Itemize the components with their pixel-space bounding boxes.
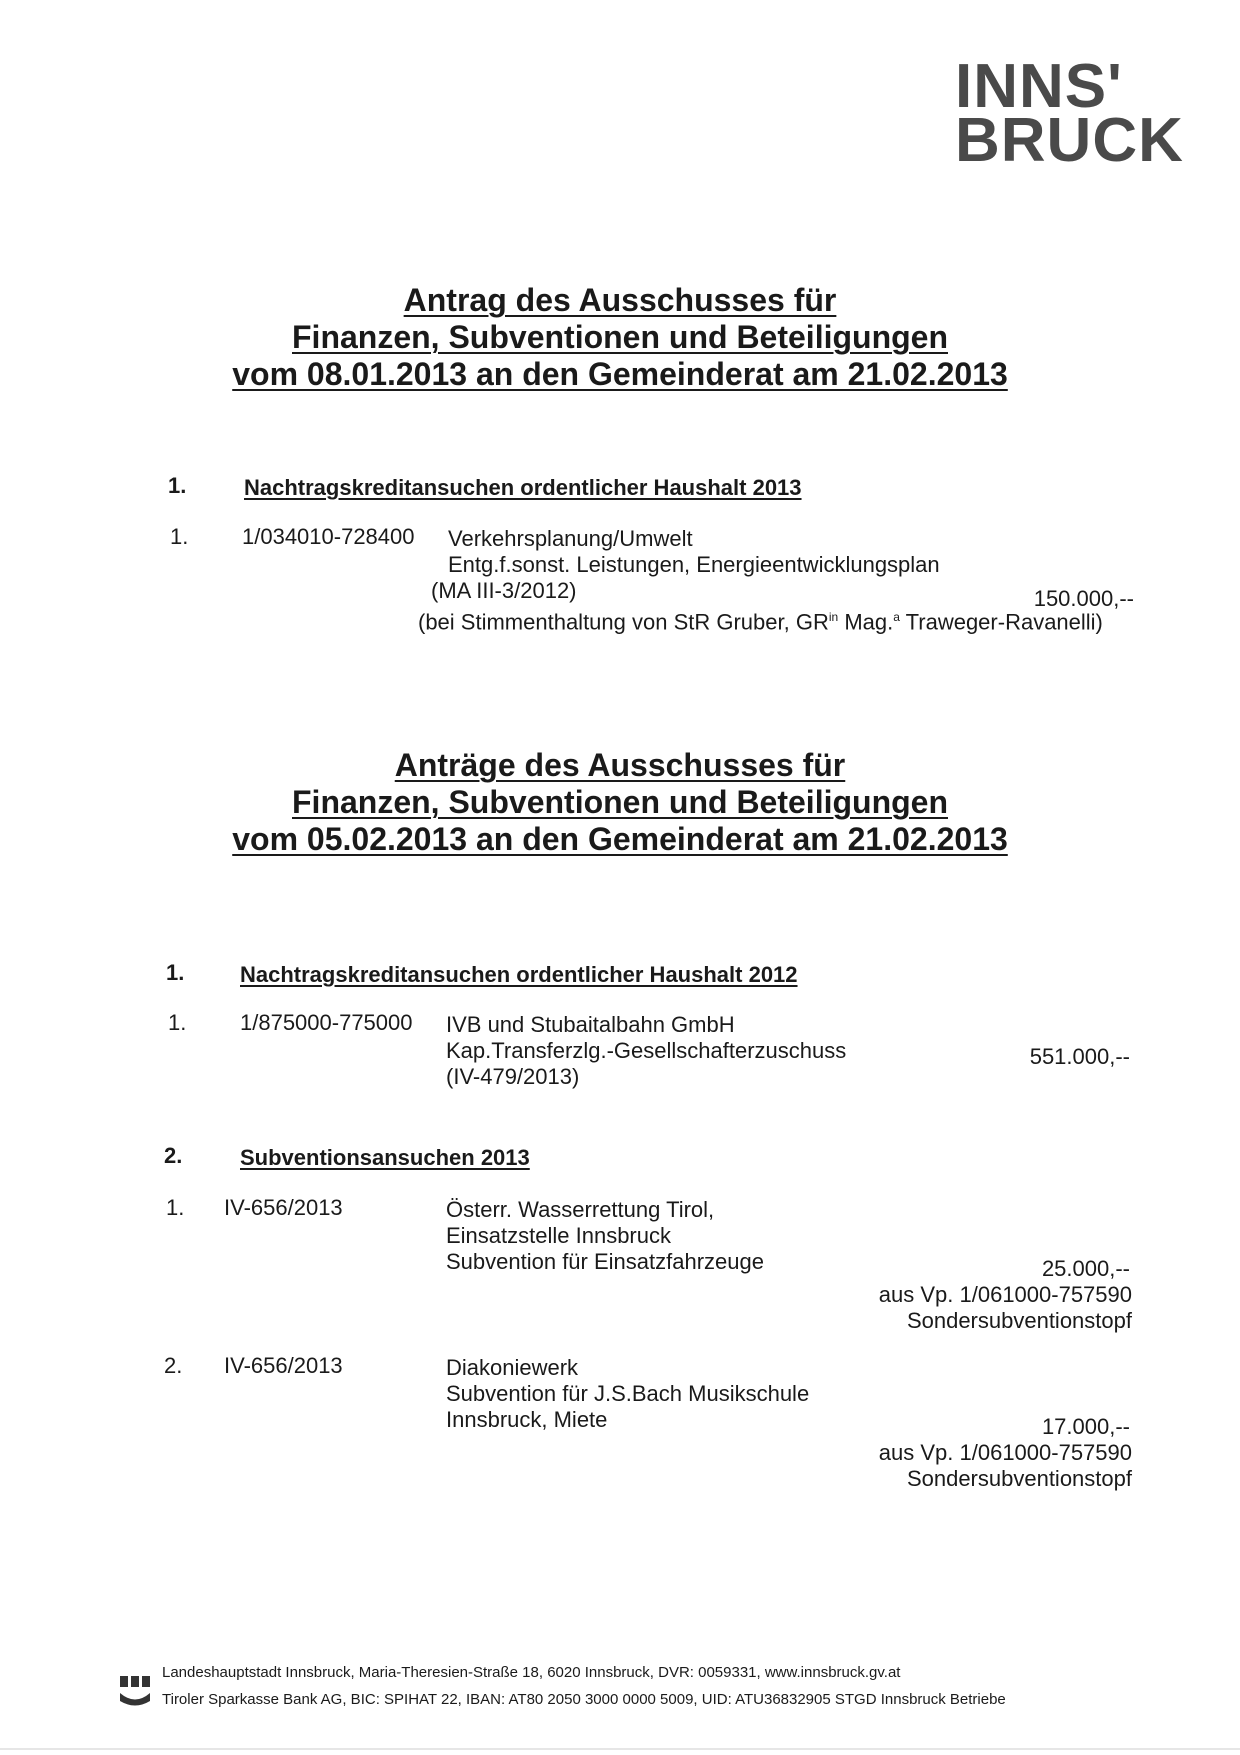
item-source-2: Sondersubventionstopf [906, 1308, 1132, 1333]
item-line-1: Österr. Wasserrettung Tirol, [446, 1197, 715, 1222]
heading-2-line-1: Anträge des Ausschusses für [394, 747, 846, 783]
item-source-2: Sondersubventionstopf [906, 1466, 1132, 1491]
section-number: 2. [164, 1143, 183, 1168]
item-line-3: (MA III-3/2012) [431, 578, 577, 603]
item-line-2: Subvention für J.S.Bach Musikschule [446, 1381, 810, 1406]
section-title: Nachtragskreditansuchen ordentlicher Haushalt 2013 [244, 475, 802, 500]
heading-block-1 [0, 282, 1240, 393]
item-number: 1. [166, 1195, 185, 1220]
item-code: IV-656/2013 [224, 1195, 343, 1220]
item-code: IV-656/2013 [224, 1353, 343, 1378]
item-line-1: IVB und Stubaitalbahn GmbH [446, 1012, 735, 1037]
heading-1-line-3: vom 08.01.2013 an den Gemeinderat am 21.02.2013 [232, 356, 1008, 392]
heading-2-line-2: Finanzen, Subventionen und Beteiligungen [292, 784, 948, 820]
footer-bank: Tiroler Sparkasse Bank AG, BIC: SPIHAT 22, IBAN: AT80 2050 3000 0000 5009, UID: ATU36832905 STGD Innsbruck Betriebe [162, 1691, 1006, 1708]
logo-line-2: BRUCK [955, 106, 1184, 175]
item-line-2: Einsatzstelle Innsbruck [446, 1223, 671, 1248]
item-amount: 17.000,-- [1041, 1414, 1130, 1439]
heading-1-line-2: Finanzen, Subventionen und Beteiligungen [292, 319, 948, 355]
item-code: 1/875000-775000 [240, 1010, 413, 1035]
section-title: Nachtragskreditansuchen ordentlicher Haushalt 2012 [240, 962, 798, 987]
item-amount: 25.000,-- [1041, 1256, 1130, 1281]
city-emblem-icon [118, 1672, 154, 1710]
innsbruck-logo [955, 52, 1184, 175]
item-line-3: Innsbruck, Miete [446, 1407, 608, 1432]
page-edge-rule [0, 1748, 1240, 1750]
item-source-1: aus Vp. 1/061000-757590 [878, 1440, 1132, 1465]
heading-1-line-1: Antrag des Ausschusses für [403, 282, 837, 318]
item-code: 1/034010-728400 [242, 524, 415, 549]
item-line-2: Entg.f.sonst. Leistungen, Energieentwicklungsplan [448, 552, 940, 577]
item-note: (bei Stimmenthaltung von StR Gruber, $GR^{in}$ Mag.$^a$ Traweger-Ravanelli) [418, 609, 1103, 635]
footer-address: Landeshauptstadt Innsbruck, Maria-Theresien-Straße 18, 6020 Innsbruck, DVR: 0059331, www.innsbruck.gv.at [162, 1664, 901, 1681]
section-number: 1. [168, 473, 187, 498]
item-line-1: Verkehrsplanung/Umwelt [448, 526, 693, 551]
item-source-1: aus Vp. 1/061000-757590 [878, 1282, 1132, 1307]
section-number: 1. [166, 960, 185, 985]
item-amount: 551.000,-- [1029, 1044, 1130, 1069]
heading-block-2 [0, 747, 1240, 858]
item-amount: 150.000,-- [1033, 586, 1134, 611]
item-line-2: Kap.Transferzlg.-Gesellschafterzuschuss [446, 1038, 847, 1063]
heading-2-line-3: vom 05.02.2013 an den Gemeinderat am 21.02.2013 [232, 821, 1008, 857]
logo-line-1: INNS' [955, 52, 1123, 121]
item-line-3: (IV-479/2013) [446, 1064, 580, 1089]
item-number: 2. [164, 1353, 183, 1378]
item-line-1: Diakoniewerk [446, 1355, 579, 1380]
item-number: 1. [168, 1010, 187, 1035]
item-number: 1. [170, 524, 189, 549]
item-line-3: Subvention für Einsatzfahrzeuge [446, 1249, 764, 1274]
section-title: Subventionsansuchen 2013 [240, 1145, 530, 1170]
